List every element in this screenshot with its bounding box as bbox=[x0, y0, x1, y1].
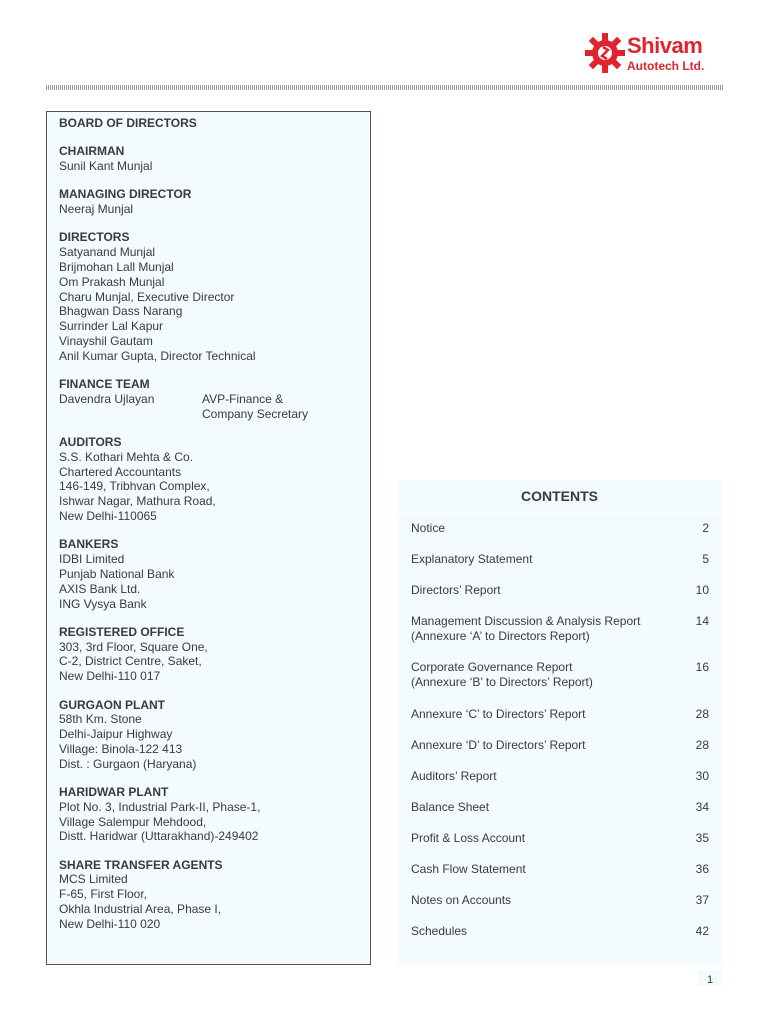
toc-entry-title: Explanatory Statement bbox=[411, 552, 533, 566]
toc-entry-title: Corporate Governance Report bbox=[411, 660, 573, 674]
board-of-directors-panel bbox=[46, 111, 371, 965]
finance-team-section bbox=[59, 377, 370, 421]
address-line: Plot No. 3, Industrial Park-II, Phase-1, bbox=[59, 799, 261, 814]
managing-director-section bbox=[59, 187, 370, 217]
toc-entry-title: Annexure ‘C’ to Directors’ Report bbox=[411, 707, 586, 721]
section-heading: GURGAON PLANT bbox=[59, 697, 165, 712]
address-line: Dist. : Gurgaon (Haryana) bbox=[59, 756, 197, 771]
toc-entry-title: Auditors’ Report bbox=[411, 769, 497, 783]
address-line: Village: Binola-122 413 bbox=[59, 741, 183, 756]
person-name: Brijmohan Lall Munjal bbox=[59, 260, 174, 275]
contents-title: CONTENTS bbox=[397, 480, 722, 514]
toc-entry-page: 28 bbox=[695, 738, 709, 752]
address-line: Ishwar Nagar, Mathura Road, bbox=[59, 494, 216, 509]
chairman-section bbox=[59, 144, 370, 174]
address-line: Chartered Accountants bbox=[59, 464, 182, 479]
auditors-section bbox=[59, 435, 370, 524]
toc-entry-title: Balance Sheet bbox=[411, 800, 490, 814]
haridwar-plant-section bbox=[59, 785, 370, 844]
person-role: Company Secretary bbox=[202, 406, 309, 421]
section-heading: BANKERS bbox=[59, 537, 119, 552]
gurgaon-plant-section bbox=[59, 698, 370, 772]
toc-entry-page: 34 bbox=[695, 800, 709, 814]
address-line: New Delhi-110065 bbox=[59, 509, 157, 524]
address-line: 58th Km. Stone bbox=[59, 712, 142, 727]
brand-name: Shivam bbox=[627, 33, 703, 58]
person-name: Satyanand Munjal bbox=[59, 245, 156, 260]
section-heading: MANAGING DIRECTOR bbox=[59, 187, 192, 202]
person-name: Anil Kumar Gupta, Director Technical bbox=[59, 348, 256, 363]
person-role: AVP-Finance & bbox=[202, 391, 284, 406]
section-heading: AUDITORS bbox=[59, 435, 122, 450]
toc-entry-page: 28 bbox=[695, 707, 709, 721]
toc-entry-page: 36 bbox=[695, 862, 709, 876]
toc-entry-page: 10 bbox=[695, 583, 709, 597]
brand-subtitle: Autotech Ltd. bbox=[627, 59, 705, 73]
toc-entry-subtitle: (Annexure ‘B’ to Directors’ Report) bbox=[411, 675, 593, 689]
address-line: Okhla Industrial Area, Phase I, bbox=[59, 902, 222, 917]
person-name: Bhagwan Dass Narang bbox=[59, 304, 183, 319]
toc-entry-title: Cash Flow Statement bbox=[411, 862, 526, 876]
section-heading: FINANCE TEAM bbox=[59, 377, 150, 392]
toc-entry-page: 37 bbox=[695, 893, 709, 907]
board-title: BOARD OF DIRECTORS bbox=[59, 116, 197, 130]
bank-name: Punjab National Bank bbox=[59, 566, 175, 581]
address-line: C-2, District Centre, Saket, bbox=[59, 654, 202, 669]
person-name: Surrinder Lal Kapur bbox=[59, 319, 164, 334]
toc-entry-page: 16 bbox=[695, 660, 709, 674]
address-line: New Delhi-110 017 bbox=[59, 669, 161, 684]
toc-entry-page: 42 bbox=[695, 924, 709, 938]
section-heading: SHARE TRANSFER AGENTS bbox=[59, 857, 223, 872]
bank-name: ING Vysya Bank bbox=[59, 596, 147, 611]
toc-entry-page: 14 bbox=[695, 614, 709, 628]
bankers-section bbox=[59, 537, 370, 611]
section-heading: CHAIRMAN bbox=[59, 144, 125, 159]
address-line: 303, 3rd Floor, Square One, bbox=[59, 639, 208, 654]
toc-entry-page: 5 bbox=[702, 552, 709, 566]
toc-entry-title: Notes on Accounts bbox=[411, 893, 512, 907]
share-transfer-agents-section bbox=[59, 858, 370, 932]
bank-name: AXIS Bank Ltd. bbox=[59, 581, 141, 596]
toc-entry-title: Annexure ‘D’ to Directors’ Report bbox=[411, 738, 586, 752]
page-number: 1 bbox=[698, 970, 722, 986]
header-divider bbox=[46, 85, 723, 90]
address-line: MCS Limited bbox=[59, 872, 128, 887]
person-name: Neeraj Munjal bbox=[59, 202, 134, 217]
toc-entry-page: 30 bbox=[695, 769, 709, 783]
person-name: Sunil Kant Munjal bbox=[59, 159, 153, 174]
address-line: Distt. Haridwar (Uttarakhand)-249402 bbox=[59, 829, 259, 844]
toc-entry-title: Schedules bbox=[411, 924, 468, 938]
address-line: S.S. Kothari Mehta & Co. bbox=[59, 449, 194, 464]
section-heading: DIRECTORS bbox=[59, 230, 130, 245]
address-line: F-65, First Floor, bbox=[59, 887, 148, 902]
toc-entry-subtitle: (Annexure ‘A’ to Directors Report) bbox=[411, 629, 590, 643]
toc-entry-page: 2 bbox=[702, 521, 709, 535]
address-line: 146-149, Tribhvan Complex, bbox=[59, 479, 210, 494]
address-line: Village Salempur Mehdood, bbox=[59, 814, 207, 829]
toc-entry-title: Management Discussion & Analysis Report bbox=[411, 614, 641, 628]
person-name: Charu Munjal, Executive Director bbox=[59, 289, 235, 304]
toc-entry-title: Profit & Loss Account bbox=[411, 831, 526, 845]
toc-entry-title: Directors’ Report bbox=[411, 583, 501, 597]
section-heading: HARIDWAR PLANT bbox=[59, 784, 169, 799]
person-name: Om Prakash Munjal bbox=[59, 274, 165, 289]
directors-section bbox=[59, 230, 370, 363]
company-logo bbox=[585, 30, 735, 80]
toc-entry-title: Notice bbox=[411, 521, 446, 535]
section-heading: REGISTERED OFFICE bbox=[59, 624, 185, 639]
toc-entry-page: 35 bbox=[695, 831, 709, 845]
address-line: Delhi-Jaipur Highway bbox=[59, 727, 173, 742]
person-name: Davendra Ujlayan bbox=[59, 391, 155, 406]
contents-panel bbox=[397, 480, 722, 965]
address-line: New Delhi-110 020 bbox=[59, 916, 161, 931]
gear-icon bbox=[585, 30, 625, 76]
person-name: Vinayshil Gautam bbox=[59, 334, 153, 349]
registered-office-section bbox=[59, 625, 370, 684]
bank-name: IDBI Limited bbox=[59, 552, 125, 567]
